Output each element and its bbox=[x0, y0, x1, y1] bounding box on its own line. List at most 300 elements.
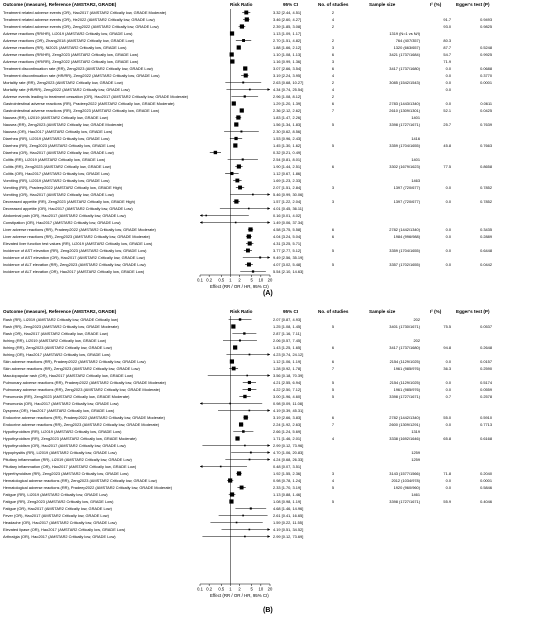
egger-p: 0.5910 bbox=[480, 415, 492, 420]
forest-panel-a bbox=[0, 0, 550, 300]
sample-size: 3338 (1692/1646) bbox=[389, 436, 420, 441]
point-estimate bbox=[243, 66, 247, 70]
study-count: 4 bbox=[331, 73, 335, 78]
sample-size: 2783 (1443/1340) bbox=[389, 101, 420, 106]
point-estimate bbox=[250, 507, 252, 509]
ci-text: 2.07 [1.51, 2.84] bbox=[273, 185, 302, 190]
outcome-label: Fatigue (RR), Li2019 (AMSTAR2 Critically low, GRADE Low) bbox=[3, 492, 108, 497]
x-tick-label: 0.2 bbox=[206, 277, 213, 283]
ci-text: 1.53 [0.96, 2.43] bbox=[273, 136, 302, 141]
outcome-label: Pituitary inflammation (RR), Li2019 (AMSTAR2 Critically low, GRADE Low) bbox=[3, 457, 132, 462]
ci-text: 2.39 [1.85, 3.08] bbox=[273, 24, 302, 29]
egger-p: 0.7713 bbox=[480, 422, 492, 427]
egger-p: 0.5248 bbox=[480, 45, 492, 50]
sample-size: 2600 (1309/1291) bbox=[389, 422, 420, 427]
point-estimate bbox=[259, 257, 261, 259]
i2-value: 0.0 bbox=[445, 485, 451, 490]
egger-p: 0.0442 bbox=[480, 262, 492, 267]
i2-value: 0.0 bbox=[445, 73, 451, 78]
sample-size: 3085 (1542/1543) bbox=[389, 80, 420, 85]
i2-value: 52.1 bbox=[443, 108, 451, 113]
header-outcome: Outcome (measure), Reference (AMSTAR2, GRADE) bbox=[3, 309, 117, 314]
outcome-label: Fatigue (RR), Zeng2023 (AMSTAR2 Critically low, GRADE Low) bbox=[3, 499, 114, 504]
point-estimate bbox=[232, 101, 236, 105]
outcome-label: Pneumonia (RR), Zeng2023 (AMSTAR2 Critically low, GRADE Moderate) bbox=[3, 394, 130, 399]
ci-text: 4.31 [3.25, 5.71] bbox=[273, 241, 302, 246]
egger-p: 0.2040 bbox=[480, 471, 492, 476]
x-tick-label: 5 bbox=[250, 277, 253, 283]
i2-value: 0.0 bbox=[445, 66, 451, 71]
sample-size: 764 (407/357) bbox=[395, 38, 420, 43]
sample-size: 3398 (1727/1671) bbox=[389, 394, 420, 399]
egger-p: 0.8658 bbox=[480, 164, 492, 169]
point-estimate bbox=[245, 17, 249, 21]
x-tick-label: 20 bbox=[267, 586, 273, 592]
study-count: 3 bbox=[331, 471, 335, 476]
point-estimate bbox=[243, 395, 246, 398]
i2-value: 0.7 bbox=[445, 394, 451, 399]
point-estimate bbox=[229, 499, 233, 503]
egger-p: 0.7852 bbox=[480, 199, 492, 204]
ci-text: 4.19 [0.39, 45.31] bbox=[273, 408, 304, 413]
ci-text: 2.36 [2.12, 2.62] bbox=[273, 108, 302, 113]
point-estimate bbox=[237, 164, 241, 168]
outcome-label: Adverse reactions (OR), Zhang2018 (AMSTAR2 Critically low, GRADE Low) bbox=[3, 38, 134, 43]
point-estimate bbox=[244, 445, 246, 447]
ci-text: 1.08 [0.98, 1.19] bbox=[273, 499, 302, 504]
outcome-label: Adverse events leading to treatment cessation (OR), Hao2017 (AMSTAR2 Critically low, GRADE Moderate) bbox=[3, 94, 189, 99]
ci-text: 4.70 [1.06, 20.83] bbox=[273, 450, 304, 455]
x-tick-label: 2 bbox=[238, 277, 241, 283]
point-estimate bbox=[234, 199, 238, 203]
ci-text: 2.24 [1.92, 2.63] bbox=[273, 422, 302, 427]
ci-text: 1.12 [0.67, 1.86] bbox=[273, 171, 302, 176]
i2-value: 0.0 bbox=[445, 380, 451, 385]
point-estimate bbox=[236, 522, 238, 524]
header-risk-ratio: Risk Ratio bbox=[230, 309, 253, 314]
outcome-label: Abdominal pain (OR), Hao2017 (AMSTAR2 Critically low, GRADE Low) bbox=[3, 213, 126, 218]
outcome-label: Vomiting (RR), Li2019 (AMSTAR2 Critically low, GRADE Low) bbox=[3, 178, 110, 183]
ci-arrow bbox=[268, 409, 271, 412]
outcome-label: Diarrhea (RR), Zeng2023 (AMSTAR2 Critically low, GRADE Low) bbox=[3, 143, 116, 148]
ci-text: 2.70 [1.51, 4.82] bbox=[273, 38, 302, 43]
sample-size: 3302 (1679/1623) bbox=[389, 164, 420, 169]
ci-arrow bbox=[268, 221, 271, 224]
x-tick-label: 10 bbox=[258, 277, 264, 283]
outcome-label: Diarrhea (RR), Li2019 (AMSTAR2 Critically low, GRADE Low) bbox=[3, 136, 110, 141]
i2-value: 77.5 bbox=[443, 164, 451, 169]
egger-p: 0.3435 bbox=[480, 227, 492, 232]
outcome-label: Gastrointestinal adverse reactions (RR), Zeng2023 (AMSTAR2 Critically low, GRADE Low) bbox=[3, 108, 160, 113]
outcome-label: Incidence of AST elevation (RR), Zeng2023 (AMSTAR2 Critically low, GRADE Low) bbox=[3, 248, 147, 253]
ci-text: 1.49 [0.06, 37.34] bbox=[273, 220, 304, 225]
study-count: 2 bbox=[331, 24, 335, 29]
outcome-label: Adverse reactions (RR), Ni2021 (AMSTAR2 Critically low, GRADE Low) bbox=[3, 45, 127, 50]
header-i2: I² (%) bbox=[430, 2, 442, 7]
ci-text: 1.45 [1.30, 1.62] bbox=[273, 143, 302, 148]
sample-size: 1920 (960/960) bbox=[393, 485, 420, 490]
sample-size: 202 bbox=[413, 317, 420, 322]
i2-value: 87.7 bbox=[443, 45, 451, 50]
x-tick-label: 10 bbox=[258, 586, 264, 592]
outcome-label: Nausea (RR), Zeng2023 (AMSTAR2 Critically low, GRADE Moderate) bbox=[3, 122, 124, 127]
i2-value: 0.0 bbox=[445, 87, 451, 92]
study-count: 5 bbox=[331, 248, 335, 253]
outcome-label: Hypothyroidism (OR), Hao2017 (AMSTAR2 Critically low, GRADE Low) bbox=[3, 443, 126, 448]
ci-text: 4.07 [3.02, 5.48] bbox=[273, 262, 302, 267]
outcome-label: Pituitary inflammation (OR), Hao2017 (AMSTAR2 Critically low, GRADE Low) bbox=[3, 464, 137, 469]
point-estimate bbox=[246, 375, 248, 377]
forest-plot-b bbox=[0, 307, 550, 618]
point-estimate bbox=[239, 422, 243, 426]
ci-text: 0.16 [0.01, 4.02] bbox=[273, 213, 302, 218]
panel-label-a: (A) bbox=[263, 290, 273, 297]
ci-text: 1.59 [0.22, 11.55] bbox=[273, 520, 303, 525]
study-count: 5 bbox=[331, 143, 335, 148]
outcome-label: Fever (OR), Hao2017 (AMSTAR2 Critically low, GRADE Low) bbox=[3, 513, 109, 518]
i2-value: 36.3 bbox=[443, 366, 451, 371]
egger-p: 0.0537 bbox=[480, 324, 492, 329]
ci-arrow bbox=[268, 88, 271, 91]
point-estimate bbox=[252, 194, 254, 196]
study-count: 4 bbox=[331, 436, 335, 441]
outcome-label: Vomiting (RR), Pradeep2022 (AMSTAR2 Critically low, GRADE High) bbox=[3, 185, 123, 190]
point-estimate bbox=[242, 430, 245, 433]
sample-size: 3357 (1702/1655) bbox=[389, 262, 420, 267]
outcome-label: Pulmonary adverse reactions (RR), Zeng2023 (AMSTAR2 Critically low, GRADE Moderate) bbox=[3, 387, 161, 392]
study-count: 6 bbox=[331, 234, 335, 239]
egger-p: 0.5846 bbox=[480, 485, 492, 490]
outcome-label: Fatigue (OR), Hao2017 (AMSTAR2 Critically low, GRADE Low) bbox=[3, 506, 112, 511]
outcome-label: Dyspnea (OR), Hao2017 (AMSTAR2 Critically low, GRADE Low) bbox=[3, 408, 115, 413]
ci-text: 2.63 [0.68, 10.27] bbox=[273, 80, 304, 85]
sample-size: 1961 (985/976) bbox=[393, 387, 420, 392]
point-estimate bbox=[249, 410, 251, 412]
header-i2: I² (%) bbox=[430, 309, 442, 314]
outcome-label: Headache (OR), Hao2017 (AMSTAR2 Critically low, GRADE Low) bbox=[3, 520, 117, 525]
outcome-label: Liver adverse reactions (RR), Pradeep2022 (AMSTAR2 Critically low, GRADE Moderate) bbox=[3, 227, 156, 232]
outcome-label: Liver adverse reactions (RR), Zeng2023 (AMSTAR2 Critically low, GRADE Moderate) bbox=[3, 234, 150, 239]
point-estimate bbox=[229, 403, 231, 405]
egger-p: 0.7852 bbox=[480, 185, 492, 190]
outcome-label: Treatment discontinuation rate (RR), Zeng2023 (AMSTAR2 Critically low, GRADE Low) bbox=[3, 66, 153, 71]
sample-size: 2610 (1309/1301) bbox=[389, 108, 420, 113]
ci-text: 1.56 [1.34, 1.83] bbox=[273, 122, 302, 127]
egger-p: 0.2590 bbox=[480, 366, 492, 371]
ci-text: 3.32 [2.44, 4.51] bbox=[273, 10, 302, 15]
outcome-label: Incidence of ALT elevation (OR), Hao2017 (AMSTAR2 Critically low, GRADE Low) bbox=[3, 269, 145, 274]
ci-text: 2.33 [1.70, 3.19] bbox=[273, 485, 302, 490]
egger-p: 0.9925 bbox=[480, 52, 492, 57]
outcome-label: Nausea (RR), Li2019 (AMSTAR2 Critically low, GRADE Low) bbox=[3, 115, 109, 120]
sample-size: 3398 (1727/1671) bbox=[389, 122, 420, 127]
study-count: 5 bbox=[331, 324, 335, 329]
sample-size: 3398 (1727/1671) bbox=[389, 499, 420, 504]
point-estimate bbox=[236, 115, 240, 119]
point-estimate bbox=[235, 436, 239, 440]
ci-text: 4.22 [2.50, 7.12] bbox=[273, 387, 302, 392]
outcome-label: Maculopapular rash (OR), Hao2017 (AMSTAR2 Critically low, GRADE Low) bbox=[3, 373, 134, 378]
study-count: 2 bbox=[331, 80, 335, 85]
point-estimate bbox=[247, 263, 251, 267]
outcome-label: Itching (RR), Li2019 (AMSTAR2 Critically low, GRADE Low) bbox=[3, 338, 107, 343]
point-estimate bbox=[252, 270, 254, 272]
panel-label-b: (B) bbox=[263, 607, 273, 614]
study-count: 5 bbox=[331, 262, 335, 267]
forest-plot-a bbox=[0, 0, 550, 300]
header-ci: 95% CI bbox=[283, 309, 299, 314]
point-estimate bbox=[244, 536, 246, 538]
study-count: 7 bbox=[331, 422, 335, 427]
i2-value: 45.8 bbox=[443, 143, 451, 148]
sample-size: 2782 (1442/1340) bbox=[389, 227, 420, 232]
sample-size: 3359 (1704/1655) bbox=[389, 143, 420, 148]
outcome-label: Endocrine adverse reactions (RR), Zeng2023 (AMSTAR2 Critically low, GRADE Moderate) bbox=[3, 422, 160, 427]
i2-value: 0.0 bbox=[445, 248, 451, 253]
study-count: 3 bbox=[331, 45, 335, 50]
outcome-label: Pulmonary adverse reactions (RR), Pradeep2022 (AMSTAR2 Critically low, GRADE Moderate) bbox=[3, 380, 166, 385]
ci-arrow bbox=[200, 465, 203, 468]
outcome-label: Mortality rate (RR), Zeng2023 (AMSTAR2 Critically low, GRADE Low) bbox=[3, 80, 123, 85]
point-estimate bbox=[231, 324, 235, 328]
x-tick-label: 1 bbox=[229, 586, 232, 592]
ci-text: 1.13 [0.88, 1.46] bbox=[273, 492, 302, 497]
ci-text: 3.46 [2.60, 4.27] bbox=[273, 17, 302, 22]
ci-text: 2.87 [1.16, 7.11] bbox=[273, 331, 301, 336]
egger-p: 0.6168 bbox=[480, 436, 492, 441]
outcome-label: Rash (OR), Hao2017 (AMSTAR2 Critically low, GRADE Low) bbox=[3, 331, 109, 336]
header-egger: Egger's test (P) bbox=[456, 2, 490, 7]
i2-value: 0.0 bbox=[445, 199, 451, 204]
sample-size: 1259 bbox=[411, 450, 420, 455]
sample-size: 3401 (1730/1671) bbox=[389, 324, 420, 329]
outcome-label: Constipation (OR), Hao2017 (AMSTAR2 Critically low, GRADE Low) bbox=[3, 220, 121, 225]
outcome-label: Hematological adverse reactions (RR), Zeng2023 (AMSTAR2 Critically low, GRADE Low) bbox=[3, 478, 157, 483]
study-count: 7 bbox=[331, 108, 335, 113]
ci-text: 1.25 [1.08, 1.45] bbox=[273, 324, 302, 329]
outcome-label: Treatment related adverse events (OR), Zeng2022 (AMSTAR2 Critically low, GRADE Low) bbox=[3, 24, 159, 29]
point-estimate bbox=[248, 381, 251, 384]
study-count: 6 bbox=[331, 359, 335, 364]
egger-p: 0.9825 bbox=[480, 24, 492, 29]
sample-size: 1320 (663/657) bbox=[393, 45, 420, 50]
ci-arrow bbox=[268, 193, 271, 196]
study-count: 6 bbox=[331, 164, 335, 169]
point-estimate bbox=[235, 179, 239, 183]
ci-text: 0.32 [0.21, 0.49] bbox=[273, 150, 302, 155]
ci-text: 2.06 [0.57, 7.45] bbox=[273, 338, 302, 343]
sample-size: 1463 bbox=[411, 178, 420, 183]
ci-text: 1.29 [1.20, 1.39] bbox=[273, 101, 302, 106]
study-count: 3 bbox=[331, 59, 335, 64]
point-estimate bbox=[234, 122, 238, 126]
outcome-label: Hyperthyroidism (RR), Zeng2023 (AMSTAR2 Critically low, GRADE Low) bbox=[3, 471, 129, 476]
ci-text: 1.57 [1.22, 2.04] bbox=[273, 199, 302, 204]
sample-size: 1397 (720/677) bbox=[393, 185, 420, 190]
egger-p: 0.6448 bbox=[480, 248, 492, 253]
point-estimate bbox=[244, 415, 248, 419]
outcome-label: Nausea (OR), Hao2017 (AMSTAR2 Critically low, GRADE Low) bbox=[3, 129, 113, 134]
egger-p: 0.0157 bbox=[480, 359, 492, 364]
ci-text: 1.16 [0.99, 1.36] bbox=[273, 59, 302, 64]
i2-value: 55.0 bbox=[443, 415, 451, 420]
point-estimate bbox=[242, 515, 244, 517]
study-count: 6 bbox=[331, 415, 335, 420]
point-estimate bbox=[242, 82, 244, 84]
outcome-label: Vomiting (OR), Hao2017 (AMSTAR2 Critically low, GRADE Low) bbox=[3, 192, 114, 197]
outcome-label: Skin adverse reactions (RR), Zeng2023 (AMSTAR2 Critically low, GRADE Low) bbox=[3, 366, 140, 371]
outcome-label: Pneumonia (OR), Hao2017 (AMSTAR2 Critically low, GRADE Low) bbox=[3, 401, 119, 406]
outcome-label: Elevated lipase (OR), Hao2017 (AMSTAR2 Critically low, GRADE Low) bbox=[3, 527, 126, 532]
egger-p: 0.7663 bbox=[480, 143, 492, 148]
outcome-label: Endocrine adverse reactions (RR), Pradeep2022 (AMSTAR2 Critically low, GRADE Moderate) bbox=[3, 415, 165, 420]
ci-text: 3.07 [2.66, 3.54] bbox=[273, 66, 302, 71]
i2-value: 0.0 bbox=[445, 478, 451, 483]
ci-text: 5.46 [0.99, 30.06] bbox=[273, 192, 304, 197]
outcome-label: Rash (RR), Zeng2023 (AMSTAR2 Critically low, GRADE Moderate) bbox=[3, 324, 119, 329]
header-risk-ratio: Risk Ratio bbox=[230, 2, 253, 7]
ci-text: 4.23 [0.74, 24.12] bbox=[273, 352, 304, 357]
point-estimate bbox=[242, 39, 245, 42]
i2-value: 54.7 bbox=[443, 52, 451, 57]
sample-size: 1319 (N=1 vs N/I) bbox=[389, 31, 420, 36]
point-estimate bbox=[249, 459, 251, 461]
outcome-label: Itching (OR), Hao2017 (AMSTAR2 Critically low, GRADE Low) bbox=[3, 352, 111, 357]
outcome-label: Skin adverse reactions (RR), Pradeep2022 (AMSTAR2 Critically low, GRADE Low) bbox=[3, 359, 146, 364]
point-estimate bbox=[240, 486, 244, 490]
ci-text: 0.98 [0.78, 1.24] bbox=[273, 478, 302, 483]
ci-arrow bbox=[268, 458, 271, 461]
i2-value: 0.0 bbox=[445, 387, 451, 392]
ci-arrow bbox=[268, 535, 271, 538]
i2-value: 80.3 bbox=[443, 38, 451, 43]
ci-text: 9.49 [2.56, 35.19] bbox=[273, 255, 304, 260]
ci-arrow bbox=[268, 528, 271, 531]
x-tick-label: 5 bbox=[250, 586, 253, 592]
outcome-label: Elevated liver function test values (RR), Li2019 (AMSTAR2 Critically low, GRADE Low) bbox=[3, 241, 153, 246]
header-sample-size: Sample size bbox=[369, 2, 396, 7]
outcome-label: Rash (RR), Li2019 (AMSTAR2 Critically low, GRADE Critically low) bbox=[3, 317, 119, 322]
egger-p: 0.4046 bbox=[480, 499, 492, 504]
sample-size: 2154 (1129/1025) bbox=[389, 380, 420, 385]
point-estimate bbox=[214, 151, 217, 154]
x-tick-label: 0.2 bbox=[206, 586, 213, 592]
i2-value: 0.0 bbox=[445, 422, 451, 427]
ci-text: 4.34 [0.74, 25.54] bbox=[273, 87, 304, 92]
sample-size: 1259 bbox=[411, 457, 420, 462]
sample-size: 2012 (1034/978) bbox=[391, 478, 420, 483]
ci-text: 3.00 [1.96, 4.60] bbox=[273, 394, 302, 399]
point-estimate bbox=[237, 45, 241, 49]
ci-text: 3.77 [2.77, 5.12] bbox=[273, 248, 302, 253]
ci-arrow bbox=[268, 444, 271, 447]
ci-text: 3.19 [2.24, 3.95] bbox=[273, 73, 302, 78]
outcome-label: Colitis (RR), Li2019 (AMSTAR2 Critically low, GRADE Low) bbox=[3, 157, 106, 162]
x-tick-label: 1 bbox=[229, 277, 232, 283]
point-estimate bbox=[244, 95, 246, 97]
outcome-label: Diarrhea (OR), Hao2017 (AMSTAR2 Critically low, GRADE Low) bbox=[3, 150, 114, 155]
egger-p: 0.2578 bbox=[480, 394, 492, 399]
i2-value: 0.0 bbox=[445, 80, 451, 85]
study-count: 4 bbox=[331, 87, 335, 92]
study-count: 6 bbox=[331, 66, 335, 71]
ci-text: 0.48 [0.07, 3.51] bbox=[273, 464, 302, 469]
ci-text: 4.01 [0.45, 36.11] bbox=[273, 206, 303, 211]
ci-text: 3.19 [2.66, 3.83] bbox=[273, 415, 302, 420]
sample-size: 1461 bbox=[411, 492, 420, 497]
ci-text: 4.58 [3.75, 5.58] bbox=[273, 227, 302, 232]
egger-p: 0.2648 bbox=[480, 345, 492, 350]
i2-value: 55.9 bbox=[443, 499, 451, 504]
i2-value: 71.9 bbox=[443, 59, 451, 64]
i2-value: 25.7 bbox=[443, 122, 451, 127]
outcome-label: Mortality rate (HR/RR), Zeng2022 (AMSTAR2 Critically low, GRADE Low) bbox=[3, 87, 130, 92]
outcome-label: Hypophysitis (RR), Li2019 (AMSTAR2 Critically low, GRADE Low) bbox=[3, 450, 117, 455]
point-estimate bbox=[249, 354, 251, 356]
outcome-label: Hypothyroidism (RR), Li2019 (AMSTAR2 Critically low, GRADE Low) bbox=[3, 429, 122, 434]
sample-size: 3421 (1737/1684) bbox=[389, 52, 420, 57]
point-estimate bbox=[228, 478, 232, 482]
header-egger: Egger's test (P) bbox=[456, 309, 490, 314]
sample-size: 2154 (1129/1025) bbox=[389, 359, 420, 364]
x-tick-label: 0.1 bbox=[197, 586, 203, 592]
point-estimate bbox=[246, 249, 250, 253]
point-estimate bbox=[240, 108, 244, 112]
outcome-label: Arthralgia (OR), Hao2017 (AMSTAR2 Critically low, GRADE Low) bbox=[3, 534, 116, 539]
outcome-label: Incidence of AST elevation (OR), Hao2017 (AMSTAR2 Critically low, GRADE Low) bbox=[3, 255, 145, 260]
study-count: 3 bbox=[331, 199, 335, 204]
point-estimate bbox=[240, 131, 242, 133]
study-count: 2 bbox=[331, 10, 335, 15]
study-count: 5 bbox=[331, 380, 335, 385]
point-estimate bbox=[247, 234, 251, 238]
header-ci: 95% CI bbox=[283, 2, 299, 7]
sample-size: 202 bbox=[413, 338, 420, 343]
outcome-label: Adverse reactions (HR/RR), Zeng2022 (AMSTAR2 Critically low, GRADE Low) bbox=[3, 59, 139, 64]
ci-arrow bbox=[200, 214, 203, 217]
study-count: 6 bbox=[331, 52, 335, 57]
study-count: 5 bbox=[331, 485, 335, 490]
point-estimate bbox=[235, 222, 237, 224]
egger-p: 0.9493 bbox=[480, 17, 492, 22]
ci-text: 2.54 [0.81, 8.01] bbox=[273, 157, 302, 162]
outcome-label: Adverse reactions (RR/HR), Li2019 (AMSTAR2 Critically low, GRADE Low) bbox=[3, 31, 133, 36]
header-sample-size: Sample size bbox=[369, 309, 396, 314]
ci-arrow bbox=[268, 256, 271, 259]
ci-text: 4.21 [2.55, 6.94] bbox=[273, 380, 302, 385]
point-estimate bbox=[244, 73, 248, 77]
ci-text: 1.83 [1.47, 2.26] bbox=[273, 115, 302, 120]
ci-arrow bbox=[200, 221, 203, 224]
ci-text: 2.99 [0.12, 73.96] bbox=[273, 443, 304, 448]
header-outcome: Outcome (measure), Reference (AMSTAR2, GRADE) bbox=[3, 2, 117, 7]
sample-size: 1319 bbox=[411, 429, 420, 434]
x-tick-label: 0.5 bbox=[218, 277, 225, 283]
i2-value: 0.0 bbox=[445, 185, 451, 190]
study-count: 2 bbox=[331, 94, 335, 99]
i2-value: 65.8 bbox=[443, 436, 451, 441]
outcome-label: Treatment discontinuation rate (HR/RR), Zeng2022 (AMSTAR2 Critically low, GRADE Low) bbox=[3, 73, 160, 78]
point-estimate bbox=[249, 529, 251, 531]
ci-text: 5.54 [2.10, 14.63] bbox=[273, 269, 304, 274]
point-estimate bbox=[234, 137, 237, 140]
ci-text: 1.69 [1.23, 2.33] bbox=[273, 178, 302, 183]
egger-p: 0.3770 bbox=[480, 73, 492, 78]
ci-text: 4.24 [0.68, 26.33] bbox=[273, 457, 304, 462]
ci-text: 2.99 [0.12, 73.69] bbox=[273, 534, 304, 539]
x-tick-label: 0.5 bbox=[218, 586, 225, 592]
point-estimate bbox=[249, 89, 251, 91]
